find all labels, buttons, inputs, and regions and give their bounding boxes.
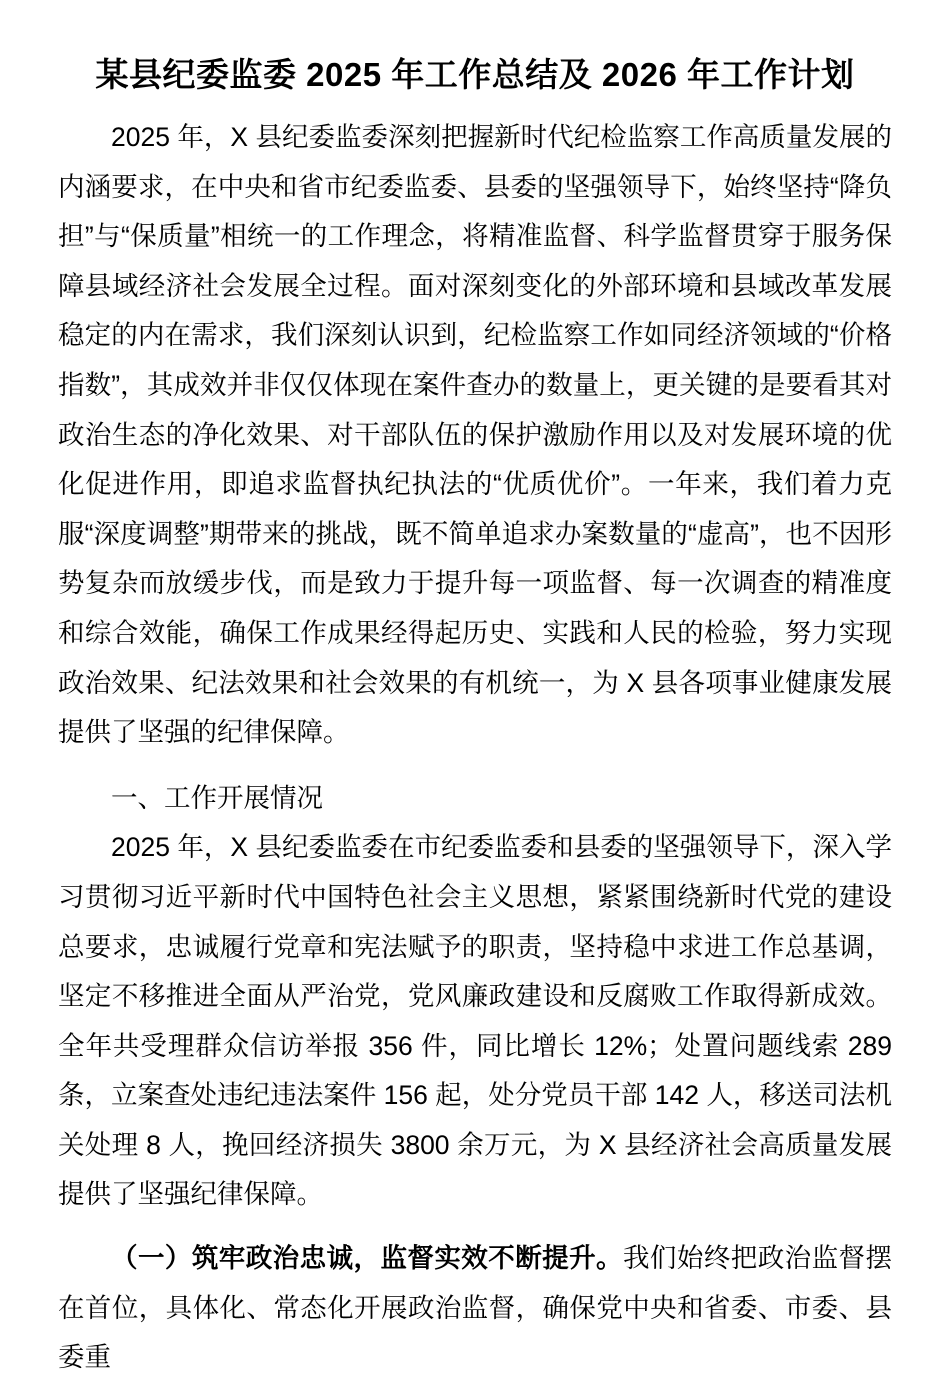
- subsection-heading-political-loyalty: （一）筑牢政治忠诚，监督实效不断提升。: [111, 1243, 623, 1274]
- document-content: [58, 0, 892, 1383]
- subsection-body-text: 我们始终把政治监督摆在首位，具体化、常态化开展政治监督，确保党中央和省委、市委、县委重: [58, 1243, 893, 1373]
- intro-paragraph: 2025 年，X 县纪委监委深刻把握新时代纪检监察工作高质量发展的内涵要求，在中央和省市纪委监委、县委的坚强领导下，始终坚持“降负担”与“保质量”相统一的工作理念，将精准监督、科学监督贯穿于服务保障县域经济社会发展全过程。面对深刻变化的外部环境和县域改革发展稳定的内在需求，我们深刻认识到，纪检监察工作如同经济领域的“价格指数”，其成效并非仅仅体现在案件查办的数量上，更关键的是要看其对政治生态的净化效果、对干部队伍的保护激励作用以及对发展环境的优化促进作用，即追求监督执纪执法的“优质优价”。一年来，我们着力克服“深度调整”期带来的挑战，既不简单追求办案数量的“虚高”，也不因形势复杂而放缓步伐，而是致力于提升每一项监督、每一次调查的精准度和综合效能，确保工作成果经得起历史、实践和人民的检验，努力实现政治效果、纪法效果和社会效果的有机统一，为 X 县各项事业健康发展提供了坚强的纪律保障。: [58, 122, 892, 748]
- page-title: 某县纪委监委 2025 年工作总结及 2026 年工作计划: [95, 56, 855, 93]
- section-body-paragraph: 2025 年，X 县纪委监委在市纪委监委和县委的坚强领导下，深入学习贯彻习近平新时代中国特色社会主义思想，紧紧围绕新时代党的建设总要求，忠诚履行党章和宪法赋予的职责，坚持稳中求进工作总基调，坚定不移推进全面从严治党，党风廉政建设和反腐败工作取得新成效。全年共受理群众信访举报 356 件，同比增长 12%；处置问题线索 289 条，立案查处违纪违法案件 156 起，处分党员干部 142 人，移送司法机关处理 8 人，挽回经济损失 3800 余万元，为 X 县经济社会高质量发展提供了坚强纪律保障。: [58, 832, 892, 1210]
- subsection-paragraph: [58, 1234, 892, 1383]
- section-heading-work-progress: 一、工作开展情况: [111, 782, 323, 813]
